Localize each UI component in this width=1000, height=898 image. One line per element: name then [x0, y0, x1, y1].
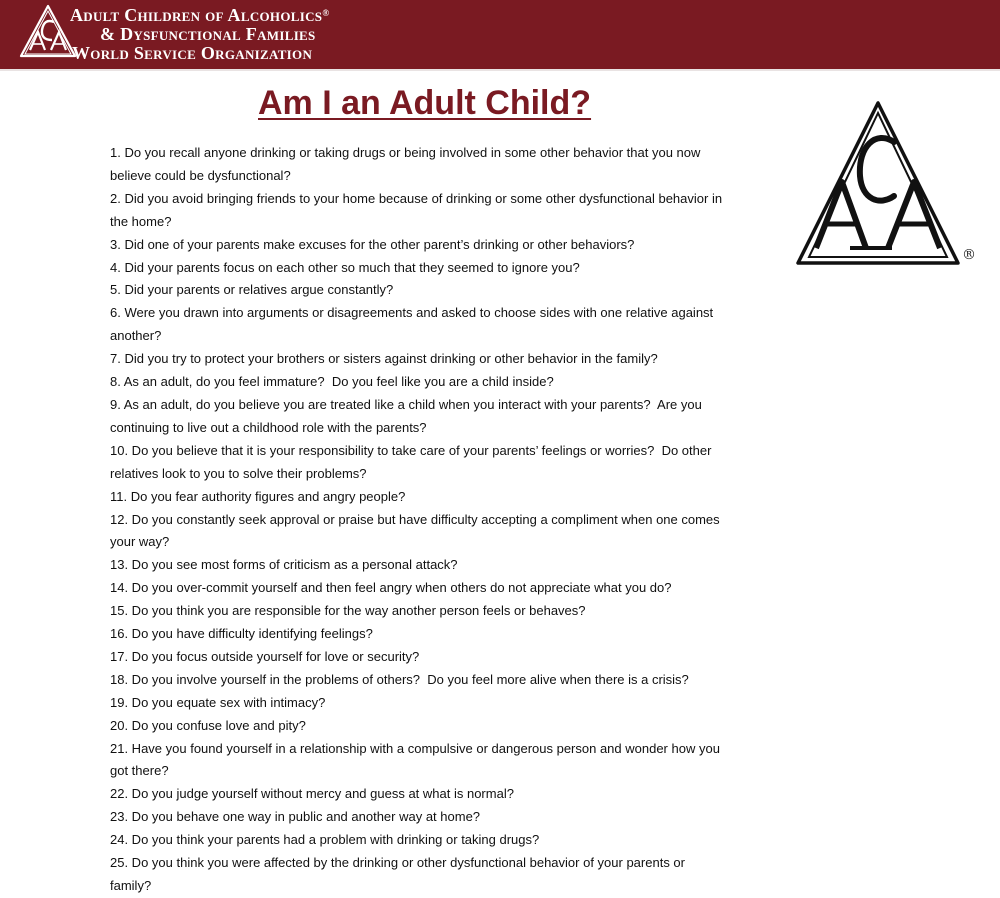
- aca-triangle-logo-icon: [794, 100, 962, 268]
- org-name-line-2: & Dysfunctional Families: [100, 24, 316, 44]
- question-item: 24. Do you think your parents had a problem with drinking or taking drugs?: [110, 832, 540, 848]
- organization-name[interactable]: [70, 6, 329, 63]
- org-name-line-3: World Service Organization: [72, 43, 313, 63]
- question-item: 2. Did you avoid bringing friends to your home because of drinking or some other dysfunctional behavior in the home?: [110, 190, 726, 229]
- org-name-line-1: Adult Children of Alcoholics: [70, 5, 323, 25]
- question-item: 17. Do you focus outside yourself for love or security?: [110, 648, 420, 664]
- question-item: 18. Do you involve yourself in the problems of others? Do you feel more alive when there is a crisis?: [110, 671, 689, 687]
- registered-mark: ®: [322, 8, 330, 18]
- question-list: [110, 142, 725, 898]
- question-item: 14. Do you over-commit yourself and then feel angry when others do not appreciate what you do?: [110, 580, 672, 596]
- question-item: 19. Do you equate sex with intimacy?: [110, 694, 326, 710]
- question-item: 22. Do you judge yourself without mercy and guess at what is normal?: [110, 786, 514, 802]
- question-item: 3. Did one of your parents make excuses for the other parent’s drinking or other behaviors?: [110, 236, 635, 252]
- registered-mark: ®: [962, 247, 976, 263]
- question-item: 1. Do you recall anyone drinking or taking drugs or being involved in some other behavior that you now believe could be dysfunctional?: [110, 145, 705, 183]
- question-item: 21. Have you found yourself in a relationship with a compulsive or dangerous person and wonder how you got there?: [110, 740, 724, 779]
- question-item: 8. As an adult, do you feel immature? Do you feel like you are a child inside?: [110, 374, 554, 390]
- question-item: 20. Do you confuse love and pity?: [110, 717, 306, 733]
- question-item: 23. Do you behave one way in public and another way at home?: [110, 809, 481, 825]
- header-bar: [0, 0, 1000, 71]
- question-item: 7. Did you try to protect your brothers or sisters against drinking or other behavior in the family?: [110, 351, 658, 367]
- question-item: 6. Were you drawn into arguments or disagreements and asked to choose sides with one relative against another?: [110, 305, 717, 344]
- question-item: 4. Did your parents focus on each other so much that they seemed to ignore you?: [110, 259, 580, 275]
- question-item: 9. As an adult, do you believe you are treated like a child when you interact with your parents? Are you continuing to live out a childhood role with the parents?: [110, 396, 706, 435]
- question-item: 11. Do you fear authority figures and angry people?: [110, 488, 406, 504]
- aca-triangle-logo-icon[interactable]: [18, 4, 78, 62]
- question-item: 13. Do you see most forms of criticism as a personal attack?: [110, 557, 458, 573]
- page-title: Am I an Adult Child?: [258, 84, 592, 122]
- question-item: 10. Do you believe that it is your responsibility to take care of your parents’ feelings or worries? Do other relatives look to you to solve their problems?: [110, 442, 716, 481]
- question-item: 12. Do you constantly seek approval or praise but have difficulty accepting a compliment when one comes your way?: [110, 511, 724, 550]
- question-item: 25. Do you think you were affected by the drinking or other dysfunctional behavior of your parents or family?: [110, 855, 689, 893]
- question-item: 5. Did your parents or relatives argue constantly?: [110, 282, 394, 298]
- question-item: 16. Do you have difficulty identifying feelings?: [110, 626, 373, 642]
- question-item: 15. Do you think you are responsible for the way another person feels or behaves?: [110, 603, 586, 619]
